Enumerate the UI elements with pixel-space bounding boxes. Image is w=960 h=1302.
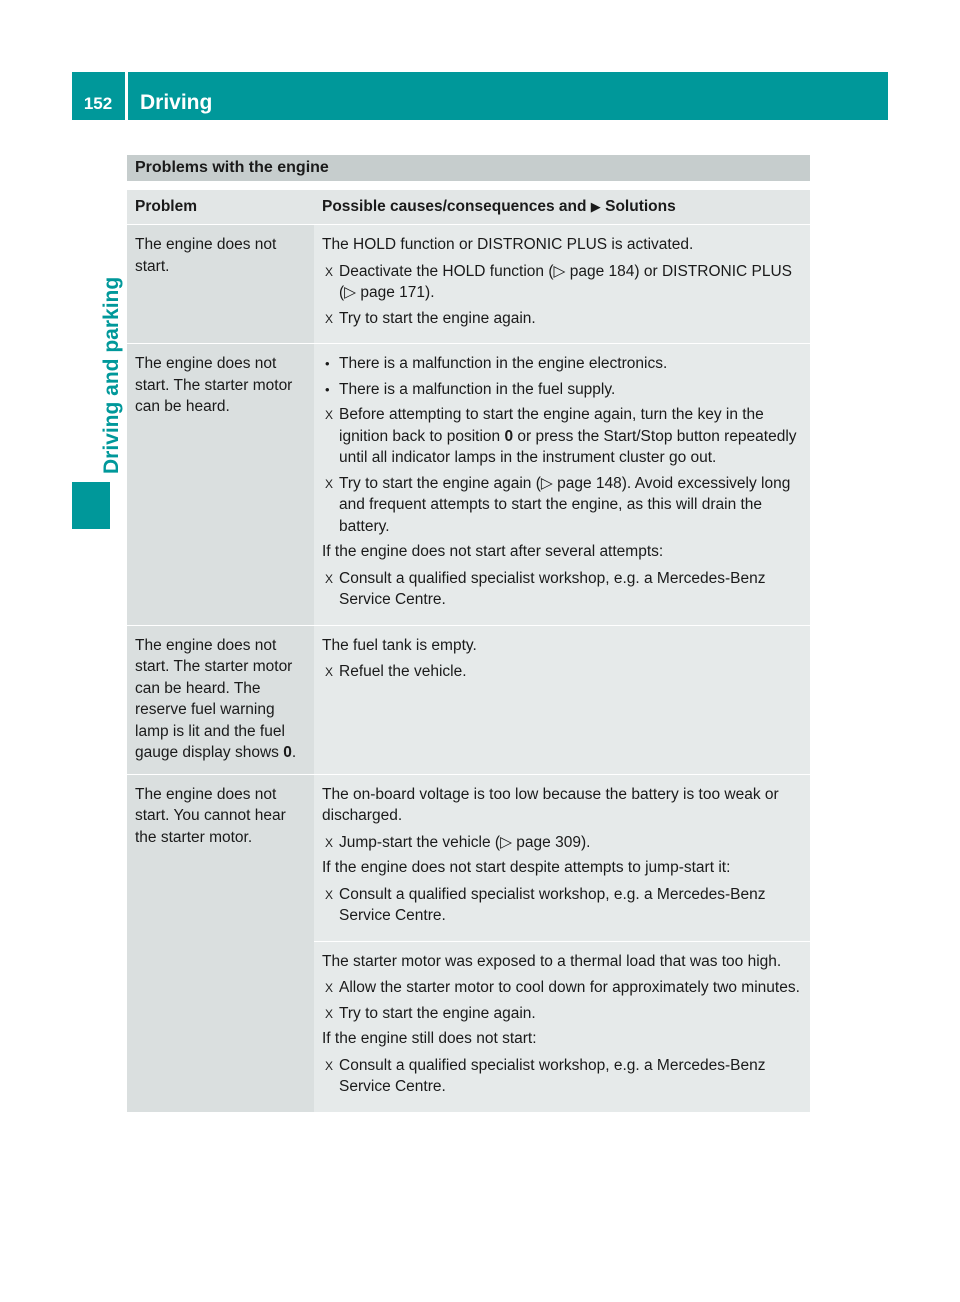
action-step bbox=[322, 261, 803, 304]
bullet-text: There is a malfunction in the engine electronics. bbox=[339, 355, 668, 372]
side-tab-marker bbox=[72, 482, 110, 529]
cause-bullet bbox=[322, 353, 803, 375]
cause-text: The HOLD function or DISTRONIC PLUS is activated. bbox=[322, 236, 694, 253]
step-arrow-icon: X bbox=[325, 476, 334, 491]
solutions-arrow-icon: ▶ bbox=[590, 199, 601, 215]
action-step bbox=[322, 977, 803, 999]
table-row bbox=[127, 225, 810, 344]
column-header-solutions-prefix: Possible causes/consequences and bbox=[322, 198, 587, 216]
followup-text: If the engine still does not start: bbox=[322, 1030, 537, 1047]
solution-cell bbox=[314, 941, 810, 1112]
section-title: Problems with the engine bbox=[127, 155, 810, 181]
step-arrow-icon: X bbox=[325, 264, 334, 279]
cause-text: The starter motor was exposed to a thermal load that was too high. bbox=[322, 952, 782, 970]
column-header-solutions bbox=[314, 190, 810, 225]
table-row bbox=[127, 774, 810, 941]
step-arrow-icon: X bbox=[325, 835, 334, 850]
table-header-row bbox=[127, 190, 810, 225]
action-step bbox=[322, 884, 803, 927]
action-step bbox=[322, 404, 803, 469]
step-text-before: Before attempting to start the engine again, turn the key in the ignition back to position bbox=[339, 406, 764, 445]
action-step bbox=[322, 473, 803, 538]
step-text: Consult a qualified specialist workshop, e.g. a Mercedes-Benz Service Centre. bbox=[339, 1056, 766, 1095]
page-number: 152 bbox=[83, 94, 113, 113]
solution-cell bbox=[314, 625, 810, 774]
step-text-bold: 0 bbox=[504, 427, 514, 445]
action-step bbox=[322, 1055, 803, 1098]
step-text: Deactivate the HOLD function (▷ page 184) or DISTRONIC PLUS (▷ page 171). bbox=[339, 262, 792, 301]
step-text: Try to start the engine again (▷ page 148). Avoid excessively long and frequent attempts to start the engine, as this will drain the battery. bbox=[339, 474, 791, 535]
action-step bbox=[322, 832, 803, 854]
action-step bbox=[322, 661, 803, 683]
step-arrow-icon: X bbox=[325, 1006, 334, 1021]
cause-text: The fuel tank is empty. bbox=[322, 636, 477, 654]
problem-cell: The engine does not start. The starter motor can be heard. bbox=[127, 344, 314, 626]
bullet-icon: • bbox=[325, 356, 330, 371]
step-text: Consult a qualified specialist workshop, e.g. a Mercedes-Benz Service Centre. bbox=[339, 569, 766, 608]
problem-cell: The engine does not start. bbox=[127, 225, 314, 344]
column-header-solutions-suffix: Solutions bbox=[605, 198, 676, 216]
column-header-problem: Problem bbox=[127, 190, 314, 225]
cause-text: The on-board voltage is too low because the battery is too weak or discharged. bbox=[322, 785, 779, 824]
solution-cell bbox=[314, 774, 810, 941]
step-text: Try to start the engine again. bbox=[339, 1004, 536, 1022]
step-arrow-icon: X bbox=[325, 408, 334, 422]
table-row bbox=[127, 625, 810, 774]
problem-text-bold: 0 bbox=[283, 744, 292, 761]
problem-cell: The engine does not start. You cannot hear the starter motor. bbox=[127, 774, 314, 1112]
step-text: Try to start the engine again. bbox=[339, 309, 536, 327]
step-arrow-icon: X bbox=[325, 665, 334, 679]
action-step bbox=[322, 308, 803, 330]
followup-text: If the engine does not start after several attempts: bbox=[322, 543, 664, 560]
problems-table bbox=[127, 190, 810, 1113]
problem-cell bbox=[127, 625, 314, 774]
header-divider bbox=[125, 72, 128, 120]
step-arrow-icon: X bbox=[325, 311, 334, 326]
step-text: Consult a qualified specialist workshop, e.g. a Mercedes-Benz Service Centre. bbox=[339, 885, 766, 924]
side-tab-label: Driving and parking bbox=[100, 276, 123, 474]
followup-text: If the engine does not start despite attempts to jump-start it: bbox=[322, 859, 731, 876]
action-step bbox=[322, 1003, 803, 1025]
step-text: Allow the starter motor to cool down for approximately two minutes. bbox=[339, 979, 800, 996]
chapter-title: Driving bbox=[140, 91, 213, 114]
cause-bullet bbox=[322, 379, 803, 401]
step-arrow-icon: X bbox=[325, 571, 334, 586]
bullet-text: There is a malfunction in the fuel supply. bbox=[339, 380, 616, 398]
problem-text-after: . bbox=[291, 744, 297, 761]
solution-cell bbox=[314, 344, 810, 626]
problem-text-before: The engine does not start. The starter motor can be heard. The reserve fuel warning lamp is lit and the fuel gauge display shows bbox=[135, 636, 293, 761]
step-arrow-icon: X bbox=[325, 887, 334, 902]
step-text-after: or press the Start/Stop button repeatedly until all indicator lamps in the instrument cluster go out. bbox=[339, 427, 797, 466]
solution-cell bbox=[314, 225, 810, 344]
step-text: Jump-start the vehicle (▷ page 309). bbox=[339, 833, 591, 851]
table-row bbox=[127, 344, 810, 626]
bullet-icon: • bbox=[325, 381, 330, 397]
step-arrow-icon: X bbox=[325, 1058, 334, 1073]
step-arrow-icon: X bbox=[325, 981, 334, 995]
step-text: Refuel the vehicle. bbox=[339, 663, 467, 680]
action-step bbox=[322, 568, 803, 611]
